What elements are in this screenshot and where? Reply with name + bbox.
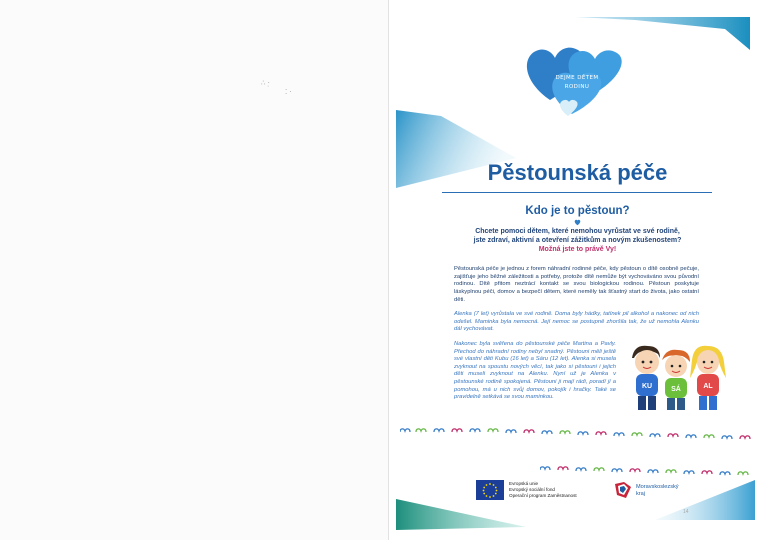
- child-right-shirt-text: AL: [703, 383, 713, 390]
- page-title: Pěstounská péče: [487, 160, 668, 185]
- intro-highlight: Možná jste to právě Vy!: [538, 246, 617, 254]
- eu-flag-icon: [476, 480, 504, 500]
- scan-speck: ∴ ·̣: [261, 79, 270, 87]
- chain-decoration-top: [400, 426, 755, 444]
- child-left-figure: [632, 346, 660, 410]
- child-middle-figure: [662, 350, 690, 410]
- region-logo-icon: [612, 480, 634, 500]
- section-heading: Kdo je to pěstoun?: [525, 205, 630, 217]
- child-right-figure: [690, 346, 726, 410]
- scan-speck: ⁚ ·: [285, 88, 292, 96]
- eu-line1: Evropská unie: [509, 481, 539, 486]
- small-heart-icon: [574, 219, 581, 226]
- heart-badge-line2: RODINU: [564, 84, 590, 90]
- leaflet-page: [390, 0, 765, 540]
- eu-line2: Evropský sociální fond: [509, 486, 555, 492]
- story-paragraph-2: Nakonec byla svěřena do pěstounské péče Martina a Pavly. Přechod do náhradní rodiny nebyl snadný. Pěstouni měli ještě své vlastní děti Kubu (16 let) a Sáru (12 let). Alenka si musela zvyknout na spoustu nových věcí, tak jako si pěstouni i jejich děti museli zvyknout na Alenku. Nyní už je Alenka v pěstounské rodině spokojená. Pěstouni ji mají rádi, poradí jí a pomohou, má u nich svůj domov, pokojík i hračky. Také se pravidelně setkává se svou maminkou.: [454, 341, 616, 401]
- heart-badge-line1: DEJME DĚTEM: [555, 75, 599, 81]
- definition-paragraph: Pěstounská péče je jednou z forem náhradní rodinné péče, kdy pěstoun o dítě osobně pečuje, zajišťuje jeho běžné záležitosti a potřeby, protože dítě nemůže být vychováváno svou původní rodinou. Dítě přitom neztrácí kontakt se svou biologickou rodinou. Pěstoun poskytuje láskyplnou péči, domov a bezpečí dětem, které neměly tak šťastný start do života, jako ostatní děti.: [454, 266, 699, 303]
- chain-links: [400, 429, 750, 439]
- region-line2: kraj: [636, 491, 646, 497]
- eu-line3: Operační program Zaměstnanost: [509, 492, 577, 498]
- chain-decoration-bottom: [540, 465, 755, 479]
- page-number: 14: [683, 509, 689, 515]
- heart-badge-text: [552, 74, 602, 92]
- title-underline: [442, 192, 712, 193]
- eu-funding-text: [509, 481, 577, 498]
- child-left-shirt-text: KU: [641, 383, 653, 390]
- intro-block: [440, 227, 715, 255]
- region-line1: Moravskoslezský: [636, 484, 679, 490]
- intro-line1: Chcete pomoci dětem, které nemohou vyrůstat ve své rodině,: [475, 228, 680, 235]
- watercolor-decoration-bottom-left: [396, 495, 526, 530]
- region-name-text: [636, 484, 679, 498]
- story-paragraph-1: Alenka (7 let) vyrůstala ve své rodině. Doma byly hádky, tatínek pil alkohol a nakonec od nich odešel. Maminka byla nemocná. Její nemoc se postupně zhoršila tak, že už nemohla Alenku dál vychovávat.: [454, 311, 699, 333]
- child-middle-shirt-text: SÁ: [671, 386, 681, 393]
- intro-line2: jste zdraví, aktivní a otevření zážitkům a novým zkušenostem?: [473, 237, 682, 245]
- children-illustration: [622, 338, 732, 416]
